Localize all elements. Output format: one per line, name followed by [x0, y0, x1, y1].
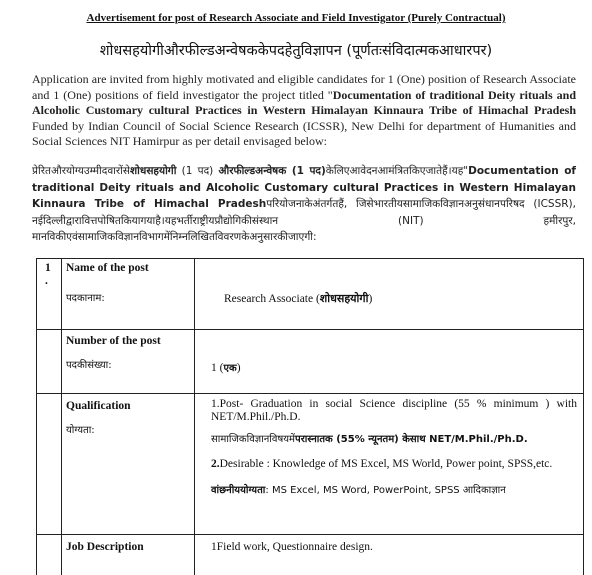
qualification-2-hindi: वांछनीययोग्यता: MS Excel, MS Word, PowerPoint, SPSS आदिकाज्ञान [211, 485, 506, 496]
number-value: 1 (एक) [211, 362, 241, 374]
post-details-table [36, 258, 584, 575]
qualification-label-hindi: योग्यता: [66, 425, 95, 436]
qualification-label: Qualification [66, 400, 131, 412]
qualification-2: 2.Desirable : Knowledge of MS Excel, MS World, Power point, SPSS,etc. [211, 458, 553, 470]
post-name-label: Name of the post [66, 262, 149, 274]
table-row-qualification [37, 394, 583, 535]
number-label-hindi: पदकीसंख्या: [66, 360, 112, 371]
table-row-number [37, 330, 583, 394]
post-name-value: Research Associate (शोधसहयोगी) [224, 292, 373, 305]
title-english: Advertisement for post of Research Associate and Field Investigator (Purely Contractual) [86, 12, 506, 24]
table-row-job-description [37, 535, 583, 575]
number-label: Number of the post [66, 335, 161, 347]
project-title-hindi-para: Documentation of traditional Deity rituals and Alcoholic Customary cultural Practices in Western Himalayan Kinnaura Tribe of Himachal Pradesh [32, 165, 576, 210]
intro-english: Application are invited from highly motivated and eligible candidates for 1 (One) position of Research Associate and 1 (One) positions of field investigator the project titled "Documentation of traditional Deity rituals and Alcoholic Customary cultural Practices in Western Himalayan Kinnaura Tribe of Himachal Pradesh Funded by Indian Council of Social Science Research (ICSSR), New Delhi for department of Humanities and Social Sciences NIT Hamirpur as per detail envisaged below: [32, 72, 576, 148]
job-description-label: Job Description [66, 541, 144, 553]
post-name-label-hindi: पदकानाम: [66, 293, 105, 304]
table-row-post-name [37, 259, 583, 330]
intro-hindi: प्रेरितऔरयोग्यउम्मीदवारोंसेशोधसहयोगी (1 पद) औरफील्डअन्वेषक (1 पद)केलिएआवेदनआमंत्रितकिएजातेहैं।यह"Documentation of traditional Deity rituals and Alcoholic Customary cultural Practices in Western Himalayan Kinnaura Tribe of Himachal Pradeshपरियोजनाकेअंतर्गतहैं, जिसेभारतीयसामाजिकविज्ञानअनुसंधानपरिषद (ICSSR), नईदिल्लीद्वारावित्तपोषितकियागयाहै।यहभर्तीराष्ट्रीयप्रौद्योगिकीसंस्थान (NIT) हमीरपुर, मानविकीएवंसामाजिकविज्ञानविभागमेंनिम्नलिखितविवरणकेअनुसारकीजाएगी: [32, 165, 576, 243]
project-title: Documentation of traditional Deity rituals and Alcoholic Customary cultural Practices in Western Himalayan Kinnaura Tribe of Himachal Pradesh [32, 87, 576, 117]
qualification-1: 1.Post- Graduation in social Science discipline (55 % minimum ) with NET/M.Phil./Ph.D. [211, 398, 577, 423]
serial-number: 1 . [45, 262, 51, 287]
job-description-value: 1Field work, Questionnaire design. [211, 541, 373, 553]
title-hindi: शोधसहयोगीऔरफील्डअन्वेषककेपदहेतुविज्ञापन (पूर्णतःसंविदात्मकआधारपर) [99, 43, 493, 59]
qualification-1-hindi: सामाजिकविज्ञानविषयमेंपरास्नातक (55% न्यूनतम) केसाथ NET/M.Phil./Ph.D. [211, 434, 528, 445]
